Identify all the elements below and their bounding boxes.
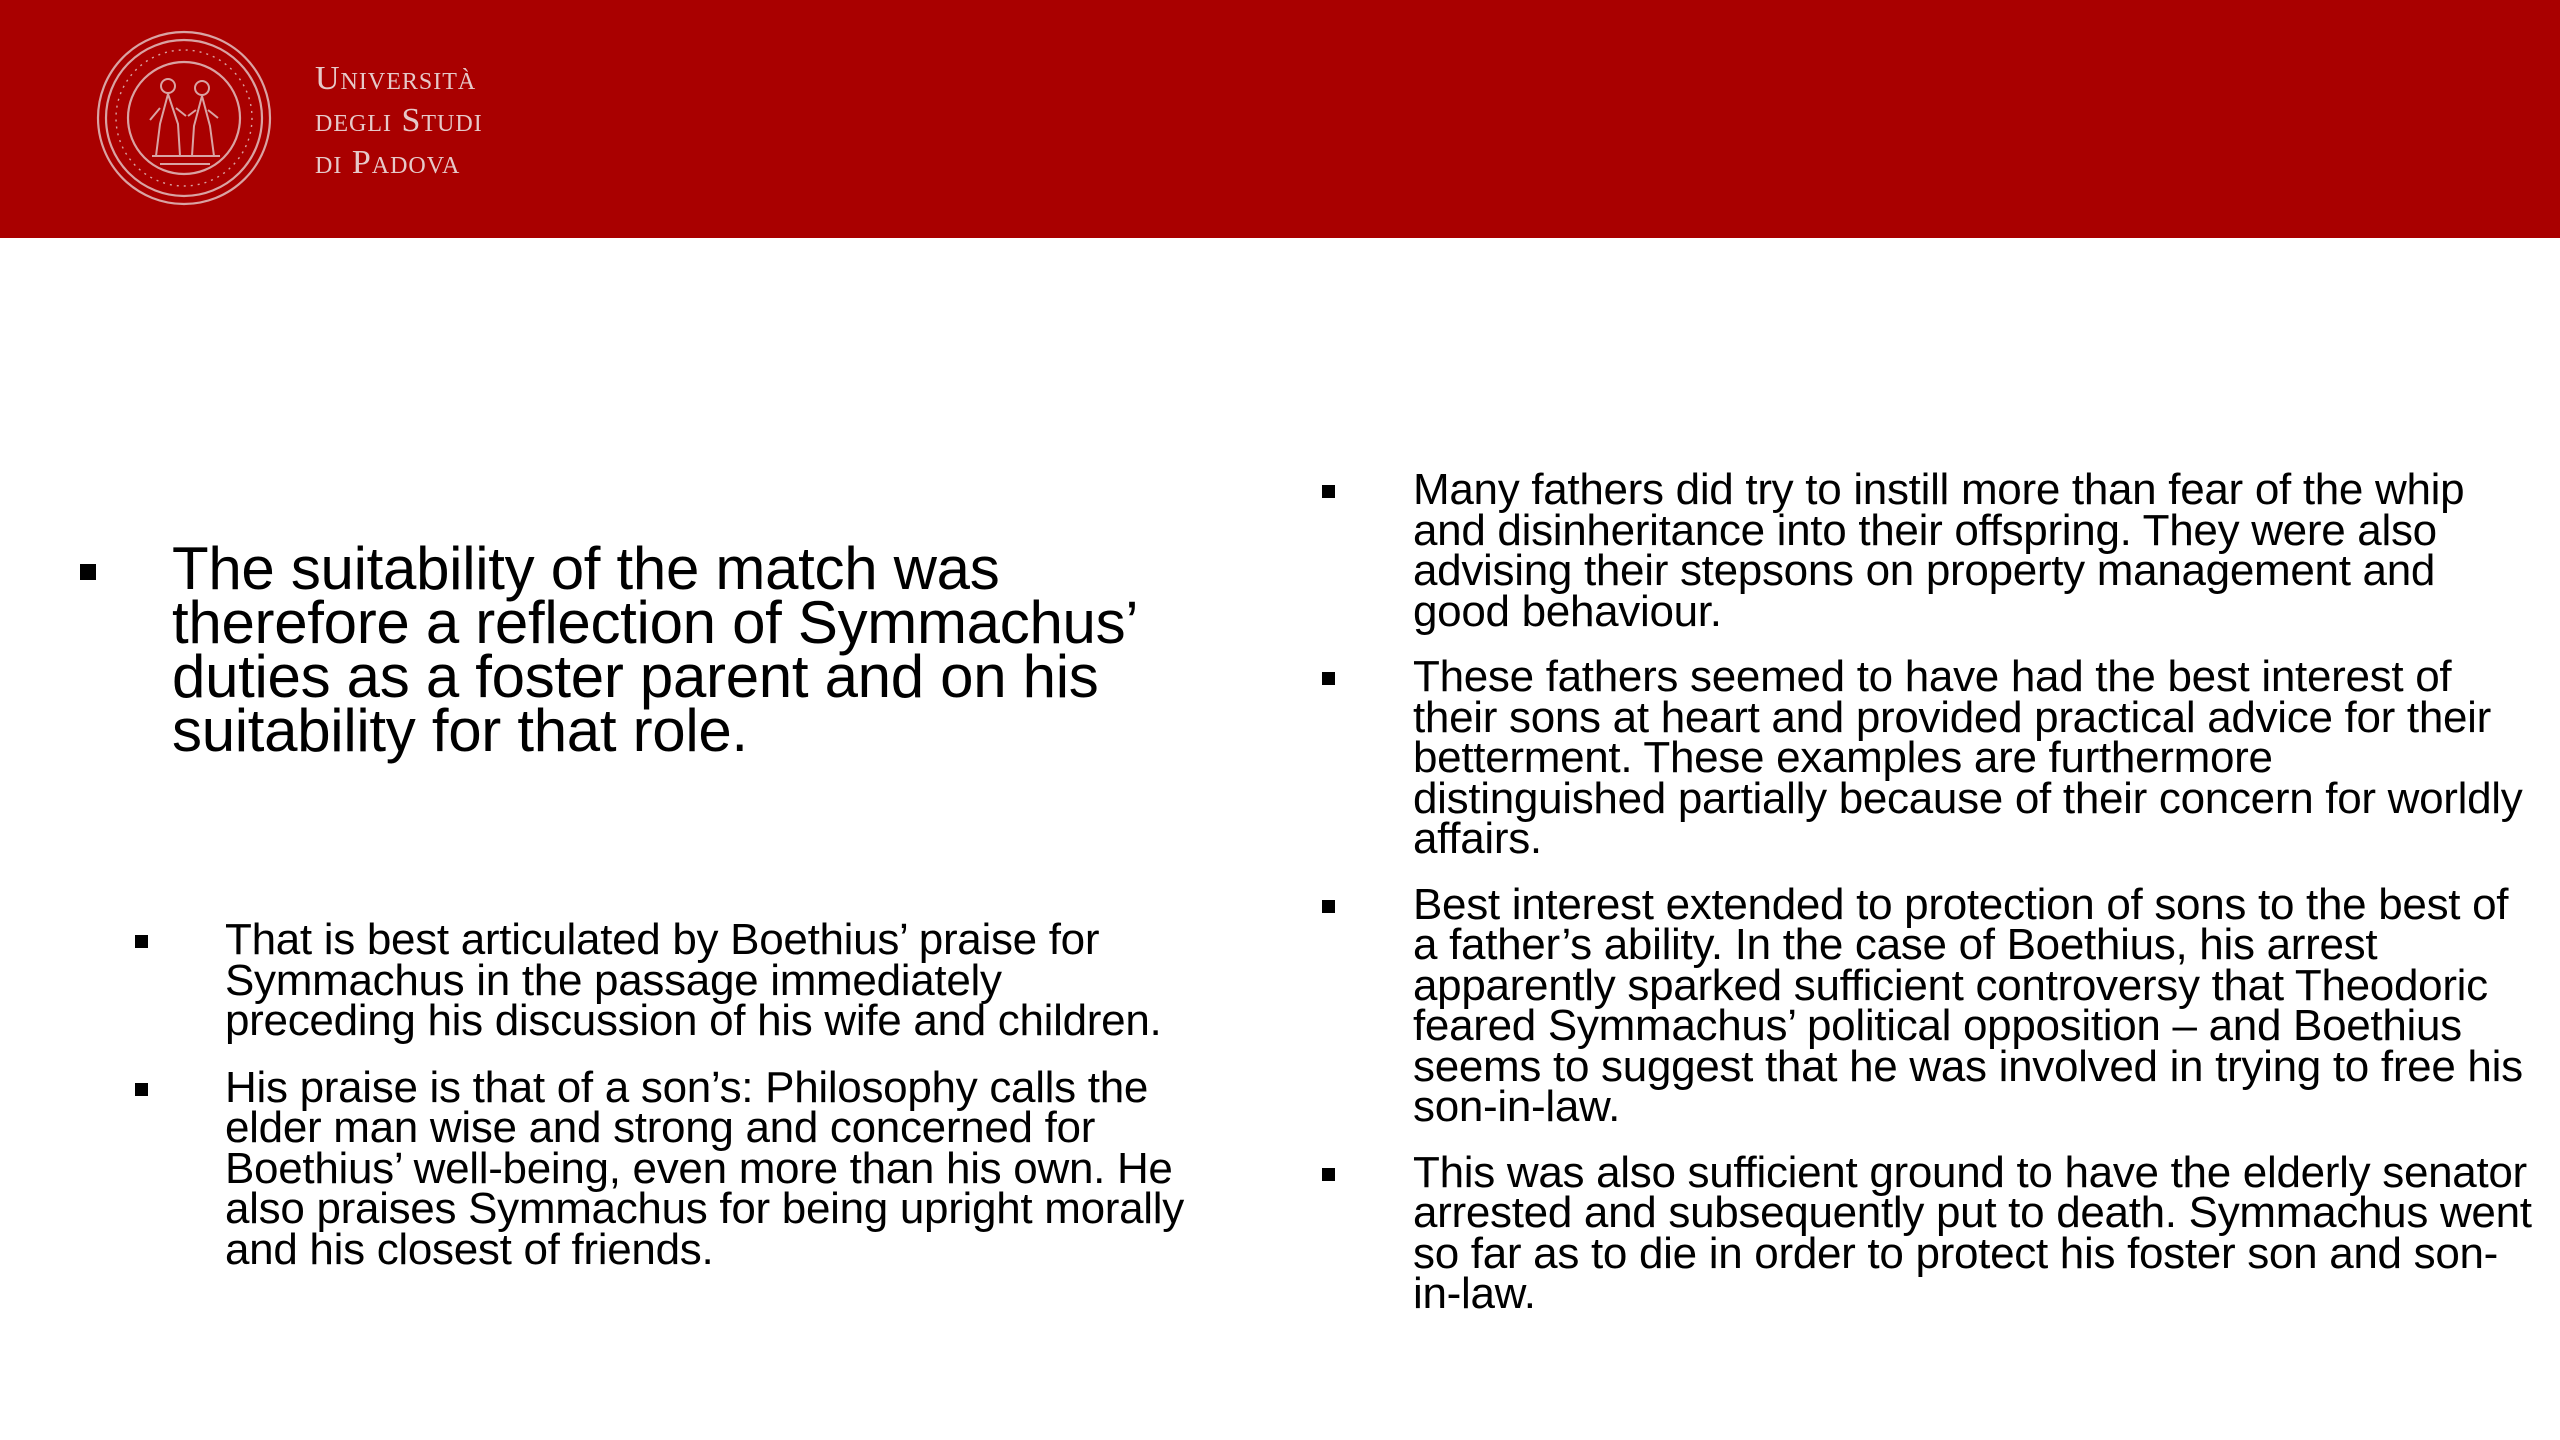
bullet-text: Many fathers did try to instill more than fear of the whip and disinheritance into their offspring. They were also advising their stepsons on property management and good behaviour.: [1413, 465, 2465, 636]
square-bullet-icon: [1322, 1168, 1335, 1181]
square-bullet-icon: [1322, 672, 1335, 685]
bullet-item: [1322, 879, 2532, 1131]
square-bullet-icon: [135, 935, 148, 948]
university-seal-icon: [94, 28, 274, 208]
bullet-item: [1322, 652, 2532, 863]
bullet-text: This was also sufficient ground to have the elderly senator arrested and subsequently put to death. Symmachus went so far as to die in order to protect his foster son and son-in-law.: [1413, 1147, 2532, 1318]
bullet-text: That is best articulated by Boethius’ praise for Symmachus in the passage immediately preceding his discussion of his wife and children.: [225, 915, 1162, 1045]
bullet-item: [135, 1062, 1195, 1274]
square-bullet-icon: [135, 1083, 148, 1096]
square-bullet-icon: [1322, 900, 1335, 913]
bullet-item: [1322, 465, 2532, 636]
logo-line: di Padova: [315, 144, 461, 181]
logo-line: Università: [315, 60, 477, 97]
bullet-item: [135, 915, 1195, 1045]
header-bar: [0, 0, 2560, 238]
square-bullet-icon: [80, 564, 96, 580]
right-bullet-list: [1322, 465, 2532, 1340]
logo-line: degli Studi: [315, 102, 483, 139]
bullet-text: The suitability of the match was therefore a reflection of Symmachus’ duties as a foster parent and on his suitability for that role.: [172, 535, 1137, 764]
left-sub-bullet-list: [135, 915, 1195, 1296]
university-logo-text: [315, 58, 483, 184]
bullet-text: His praise is that of a son’s: Philosophy calls the elder man wise and strong and concerned for Boethius’ well-being, even more than his own. He also praises Symmachus for being upright morally and his closest of friends.: [225, 1062, 1184, 1274]
bullet-item: [1322, 1147, 2532, 1318]
bullet-text: These fathers seemed to have had the best interest of their sons at heart and provided practical advice for their betterment. These examples are furthermore distinguished partially because of their concern for worldly affairs.: [1413, 652, 2523, 863]
square-bullet-icon: [1322, 485, 1335, 498]
left-main-bullet-list: [80, 535, 1190, 764]
bullet-item: [80, 535, 1190, 764]
bullet-text: Best interest extended to protection of sons to the best of a father’s ability. In the case of Boethius, his arrest apparently sparked sufficient controversy that Theodoric feared Symmachus’ political opposition – and Boethius seems to suggest that he was involved in trying to free his son-in-law.: [1413, 879, 2523, 1131]
